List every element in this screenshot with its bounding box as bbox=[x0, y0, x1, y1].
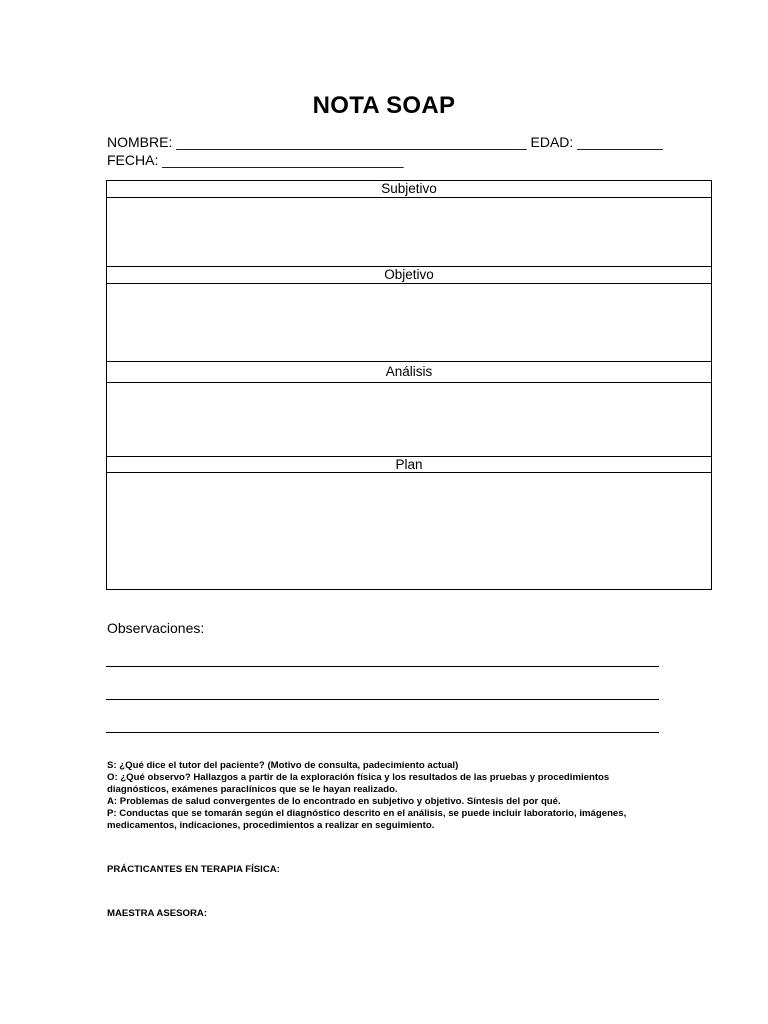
section-header-analisis: Análisis bbox=[107, 361, 711, 383]
note-s: S: ¿Qué dice el tutor del paciente? (Motivo de consulta, padecimiento actual) bbox=[107, 760, 459, 771]
practicantes-label: PRÁCTICANTES EN TERAPIA FÍSICA: bbox=[107, 864, 280, 875]
observaciones-line-3[interactable] bbox=[106, 732, 659, 733]
soap-table bbox=[106, 180, 712, 590]
soap-instructions bbox=[107, 760, 667, 832]
section-header-plan: Plan bbox=[107, 456, 711, 473]
section-body-plan[interactable] bbox=[107, 473, 711, 589]
fecha-field[interactable]: FECHA: _______________________________ bbox=[107, 152, 404, 168]
page-title: NOTA SOAP bbox=[312, 92, 456, 119]
note-o: O: ¿Qué observo? Hallazgos a partir de la exploración física y los resultados de las pruebas y procedimientos diagnósticos, exámenes paraclínicos que se le hayan realizado. bbox=[107, 772, 610, 795]
section-body-objetivo[interactable] bbox=[107, 284, 711, 361]
section-body-subjetivo[interactable] bbox=[107, 198, 711, 266]
observaciones-line-1[interactable] bbox=[106, 666, 659, 667]
section-header-objetivo: Objetivo bbox=[107, 266, 711, 284]
observaciones-label: Observaciones: bbox=[107, 620, 205, 636]
note-a: A: Problemas de salud convergentes de lo encontrado en subjetivo y objetivo. Síntesis del por qué. bbox=[107, 796, 561, 807]
note-p: P: Conductas que se tomarán según el diagnóstico descrito en el análisis, se puede incluir laboratorio, imágenes, medicamentos, indicaciones, procedimientos a realizar en seguimiento. bbox=[107, 808, 627, 831]
observaciones-line-2[interactable] bbox=[106, 699, 659, 700]
maestra-label: MAESTRA ASESORA: bbox=[107, 908, 208, 919]
section-header-subjetivo: Subjetivo bbox=[107, 181, 711, 198]
nombre-edad-field[interactable]: NOMBRE: _____________________________________________ EDAD: ___________ bbox=[107, 134, 663, 150]
section-body-analisis[interactable] bbox=[107, 383, 711, 456]
